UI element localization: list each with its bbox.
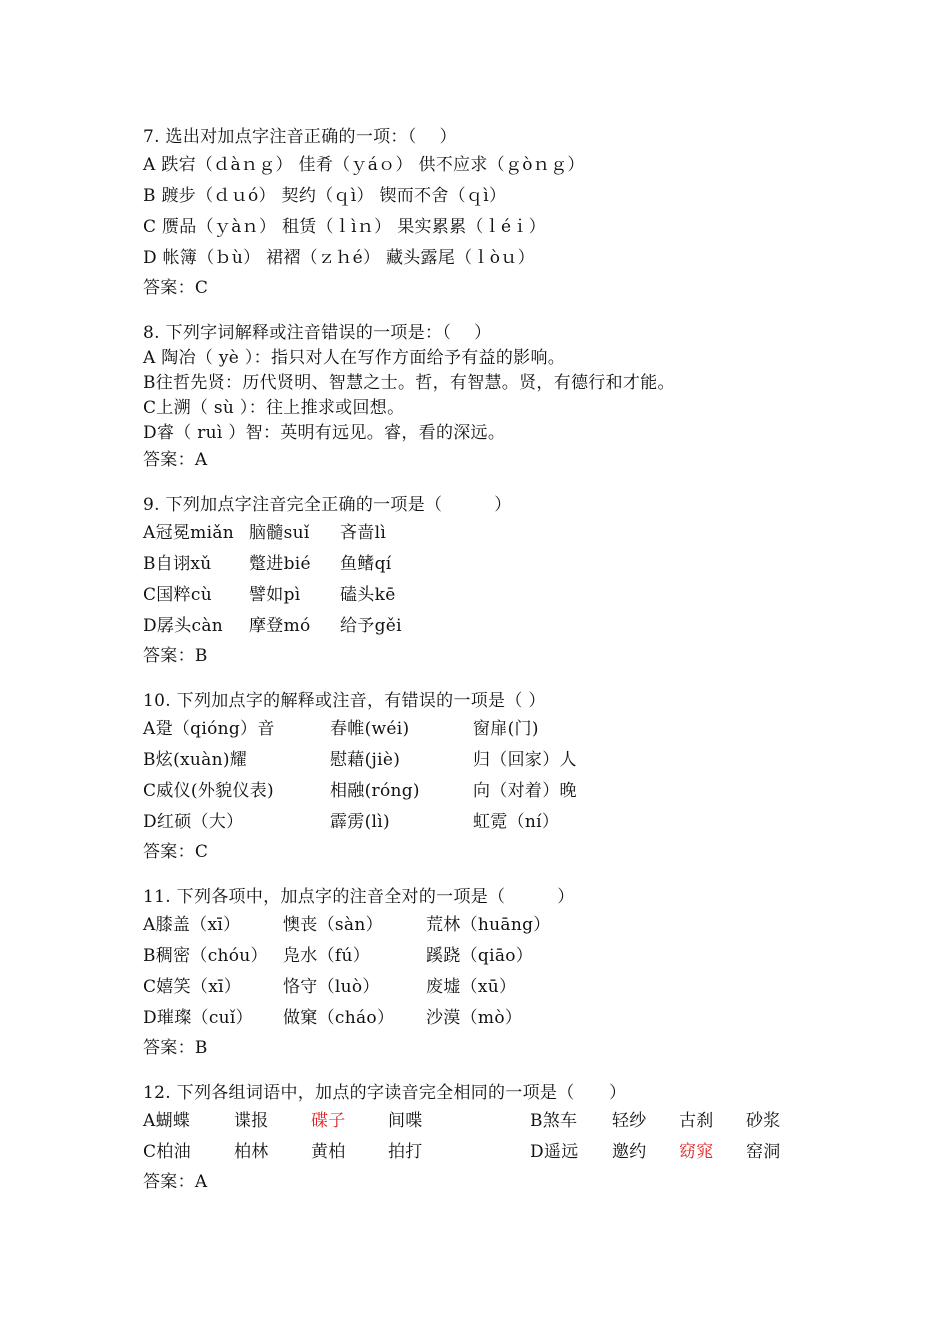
option-cell: 蹊跷（qiāo） (426, 946, 534, 966)
option-line: C上溯（ sù ）：往上推求或回想。 (143, 398, 405, 418)
option-row (143, 776, 863, 807)
word-cell-highlighted: 碟子 (311, 1111, 346, 1131)
option-row (143, 941, 863, 972)
option-cell: D孱头càn (143, 616, 224, 636)
answer-line: 答案：B (143, 1038, 208, 1058)
option-cell: 懊丧（sàn） (283, 915, 383, 935)
answer-line: 答案：C (143, 278, 209, 298)
option-cell: 霹雳(lì) (330, 812, 390, 832)
option-cell: 蹩进bié (249, 554, 311, 574)
option-line: B 踱步（ｄｕó） 契约（ｑì） 锲而不舍（ｑì） (143, 186, 507, 206)
option-cell: D璀璨（cuǐ） (143, 1008, 253, 1028)
answer-line: 答案：B (143, 646, 208, 666)
option-cell: 废墟（xū） (426, 977, 517, 997)
option-cell: 虹霓（ní） (473, 812, 560, 832)
word-cell: 黄柏 (311, 1142, 346, 1162)
question-title: 10. 下列加点字的解释或注音，有错误的一项是（ ） (143, 691, 546, 711)
option-cell: 荒林（huāng） (426, 915, 551, 935)
option-cell: B炫(xuàn)耀 (143, 750, 248, 770)
option-cell: 鱼鳍qí (340, 554, 392, 574)
option-cell: 慰藉(jiè) (330, 750, 401, 770)
option-cell: C国粹cù (143, 585, 212, 605)
question-12 (143, 1081, 863, 1196)
option-row (143, 714, 863, 745)
option-cell: D红硕（大） (143, 812, 244, 832)
document-page (143, 124, 863, 1215)
word-cell: 邀约 (612, 1142, 647, 1162)
word-cell: A蝴蝶 (143, 1111, 191, 1131)
option-cell: 凫水（fú） (283, 946, 371, 966)
option-cell: 相融(róng) (330, 781, 420, 801)
question-11 (143, 885, 863, 1062)
option-line: A 跌宕（ｄàｎｇ） 佳肴（ｙáｏ） 供不应求（ｇòｎｇ） (143, 155, 585, 175)
option-row (143, 549, 863, 580)
option-cell: 做窠（cháo） (283, 1008, 395, 1028)
word-cell: B煞车 (530, 1111, 578, 1131)
word-cell: 窑洞 (746, 1142, 781, 1162)
option-cell: 摩登mó (249, 616, 311, 636)
word-cell: 拍打 (388, 1142, 423, 1162)
question-title: 8. 下列字词解释或注音错误的一项是：（ ） (143, 323, 492, 343)
word-cell: 轻纱 (612, 1111, 647, 1131)
word-cell: D遥远 (530, 1142, 579, 1162)
question-8 (143, 321, 863, 474)
option-cell: 春帷(wéi) (330, 719, 410, 739)
option-line: A 陶冶（ yè ）：指只对人在写作方面给予有益的影响。 (143, 348, 566, 368)
word-cell: 柏林 (234, 1142, 269, 1162)
word-cell: C柏油 (143, 1142, 191, 1162)
option-line: D 帐簿（ｂù） 裙褶（ｚｈé） 藏头露尾（ｌòｕ） (143, 248, 535, 268)
word-cell: 间喋 (388, 1111, 423, 1131)
answer-line: 答案：A (143, 450, 208, 470)
option-cell: A冠冕miǎn (143, 523, 235, 543)
option-row (143, 518, 863, 549)
option-cell: A膝盖（xī） (143, 915, 241, 935)
word-cell: 谍报 (234, 1111, 269, 1131)
question-10 (143, 689, 863, 866)
option-cell: 给予gěi (340, 616, 402, 636)
option-row (143, 611, 863, 642)
option-cell: A跫（qióng）音 (143, 719, 275, 739)
option-row (143, 580, 863, 611)
option-line: B往哲先贤：历代贤明、智慧之士。哲，有智慧。贤，有德行和才能。 (143, 373, 675, 393)
option-line: D睿（ ruì ）智：英明有远见。睿，看的深远。 (143, 423, 506, 443)
option-cell: 譬如pì (249, 585, 301, 605)
option-cell: 窗扉(门) (473, 719, 539, 739)
option-row (143, 745, 863, 776)
option-row (143, 972, 863, 1003)
question-7 (143, 124, 863, 302)
option-cell: C嬉笑（xī） (143, 977, 242, 997)
option-cell: 吝啬lì (340, 523, 387, 543)
question-title: 9. 下列加点字注音完全正确的一项是（ ） (143, 495, 512, 515)
option-cell: B稠密（chóu） (143, 946, 268, 966)
word-cell: 砂浆 (746, 1111, 781, 1131)
option-cell: B自诩xǔ (143, 554, 212, 574)
option-line: C 赝品（ｙàｎ） 租赁（ｌìｎ） 果实累累（ｌéｉ） (143, 217, 546, 237)
question-title: 12. 下列各组词语中，加点的字读音完全相同的一项是（ ） (143, 1083, 627, 1103)
option-cell: 脑髓suǐ (249, 523, 310, 543)
answer-line: 答案：C (143, 842, 209, 862)
option-cell: C威仪(外貌仪表) (143, 781, 274, 801)
answer-line: 答案：A (143, 1172, 208, 1192)
option-cell: 沙漠（mò） (426, 1008, 523, 1028)
option-cell: 恪守（luò） (283, 977, 380, 997)
word-cell-highlighted: 窈窕 (679, 1142, 714, 1162)
option-row (143, 910, 863, 941)
option-cell: 归（回家）人 (473, 750, 577, 770)
word-cell: 古刹 (679, 1111, 714, 1131)
question-9 (143, 493, 863, 670)
option-row (143, 807, 863, 838)
question-title: 7. 选出对加点字注音正确的一项：（ ） (143, 127, 457, 147)
option-cell: 磕头kē (340, 585, 396, 605)
question-title: 11. 下列各项中，加点字的注音全对的一项是（ ） (143, 887, 575, 907)
option-cell: 向（对着）晚 (473, 781, 577, 801)
option-row (143, 1106, 863, 1137)
option-row (143, 1137, 863, 1168)
option-row (143, 1003, 863, 1034)
